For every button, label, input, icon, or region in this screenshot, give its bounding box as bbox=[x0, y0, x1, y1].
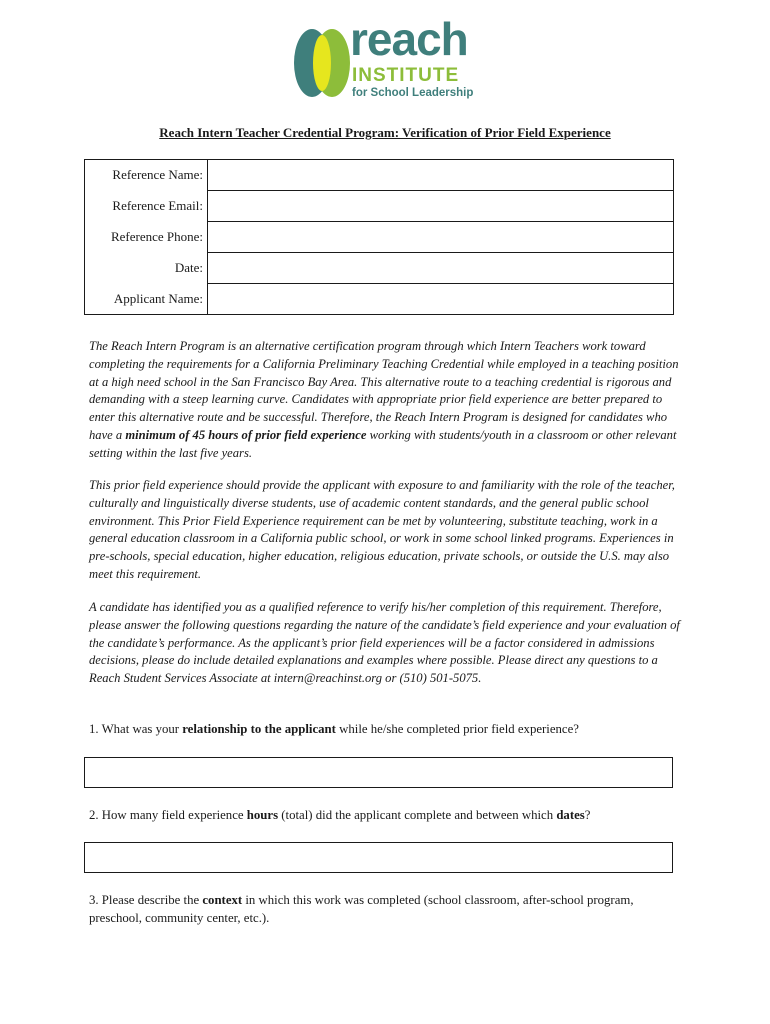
program-description-text-end: working with students/youth in a classroom or other relevant setting within the last five years. bbox=[89, 427, 677, 460]
question-3-text: 3. Please describe the bbox=[89, 893, 203, 907]
reference-name-row bbox=[85, 160, 674, 191]
question-2-text-end: ? bbox=[584, 808, 591, 822]
date-label: Date: bbox=[85, 253, 208, 284]
reference-phone-row bbox=[85, 222, 674, 253]
reference-phone-label: Reference Phone: bbox=[85, 222, 208, 253]
program-description-paragraph bbox=[89, 338, 685, 463]
question-2-answer-box[interactable] bbox=[84, 842, 673, 873]
question-1-text-end: while he/she completed prior field experience? bbox=[335, 722, 579, 736]
question-3-text-end: in which this work was completed (school classroom, after-school program, preschool, community center, etc.). bbox=[89, 893, 634, 925]
reach-institute-logo bbox=[292, 13, 482, 104]
question-2-hours-emphasis: hours bbox=[246, 808, 279, 822]
reference-phone-field[interactable] bbox=[208, 222, 674, 253]
question-1-text: 1. What was your bbox=[89, 722, 183, 736]
applicant-name-label: Applicant Name: bbox=[85, 284, 208, 315]
question-1-emphasis: relationship to the applicant bbox=[182, 722, 336, 736]
question-1-answer-box[interactable] bbox=[84, 757, 673, 788]
question-3 bbox=[89, 892, 685, 928]
question-2-text: 2. How many field experience bbox=[89, 808, 247, 822]
question-1 bbox=[89, 721, 685, 739]
document-title: Reach Intern Teacher Credential Program: Verification of Prior Field Experience bbox=[159, 125, 611, 140]
logo-tagline: for School Leadership bbox=[352, 87, 474, 99]
logo-wordmark: reach bbox=[350, 13, 468, 65]
reference-info-table bbox=[84, 159, 674, 315]
reference-email-label: Reference Email: bbox=[85, 191, 208, 222]
question-2-dates-emphasis: dates bbox=[556, 808, 585, 822]
logo-institute-text: INSTITUTE bbox=[352, 65, 460, 86]
leaf-emblem-icon bbox=[292, 24, 354, 102]
reference-name-label: Reference Name: bbox=[85, 160, 208, 191]
question-2 bbox=[89, 807, 685, 825]
question-3-emphasis: context bbox=[202, 893, 243, 907]
reference-email-field[interactable] bbox=[208, 191, 674, 222]
question-2-text-mid: (total) did the applicant complete and between which bbox=[278, 808, 557, 822]
reference-email-row bbox=[85, 191, 674, 222]
reference-instructions-paragraph: A candidate has identified you as a qualified reference to verify his/her completion of this requirement. Therefore, please answer the following questions regarding the nature of the candidate’s field experience and your evaluation of the candidate’s performance. As the applicant’s prior field experiences will be a factor considered in admissions decisions, please do include detailed explanations and examples where possible. Please direct any questions to a Reach Student Services Associate at intern@reachinst.org or (510) 501-5075. bbox=[89, 600, 680, 686]
date-field[interactable] bbox=[208, 253, 674, 284]
applicant-name-row bbox=[85, 284, 674, 315]
applicant-name-field[interactable] bbox=[208, 284, 674, 315]
field-experience-paragraph: This prior field experience should provide the applicant with exposure to and familiarity with the role of the teacher, culturally and linguistically diverse students, use of academic content standards, and the general public school environment. This Prior Field Experience requirement can be met by volunteering, substitute teaching, work in a general education classroom in a California public school, or work in some school linked programs. Experiences in pre-schools, special education, higher education, religious education, private schools, or outside the U.S. may also meet this requirement. bbox=[89, 478, 675, 581]
date-row bbox=[85, 253, 674, 284]
minimum-hours-emphasis: minimum of 45 hours of prior field experience bbox=[125, 427, 367, 442]
reference-name-field[interactable] bbox=[208, 160, 674, 191]
program-description-text: The Reach Intern Program is an alternative certification program through which Intern Teachers work toward completing the requirements for a California Preliminary Teaching Credential while employed in a teaching position at a high need school in the San Francisco Bay Area. This alternative route to a teaching credential is rigorous and demanding with a steep learning curve. Candidates with appropriate prior field experience are better prepared to enter this alternative route and be successful. Therefore, the Reach Intern Program is designed for candidates who have a bbox=[89, 339, 679, 442]
